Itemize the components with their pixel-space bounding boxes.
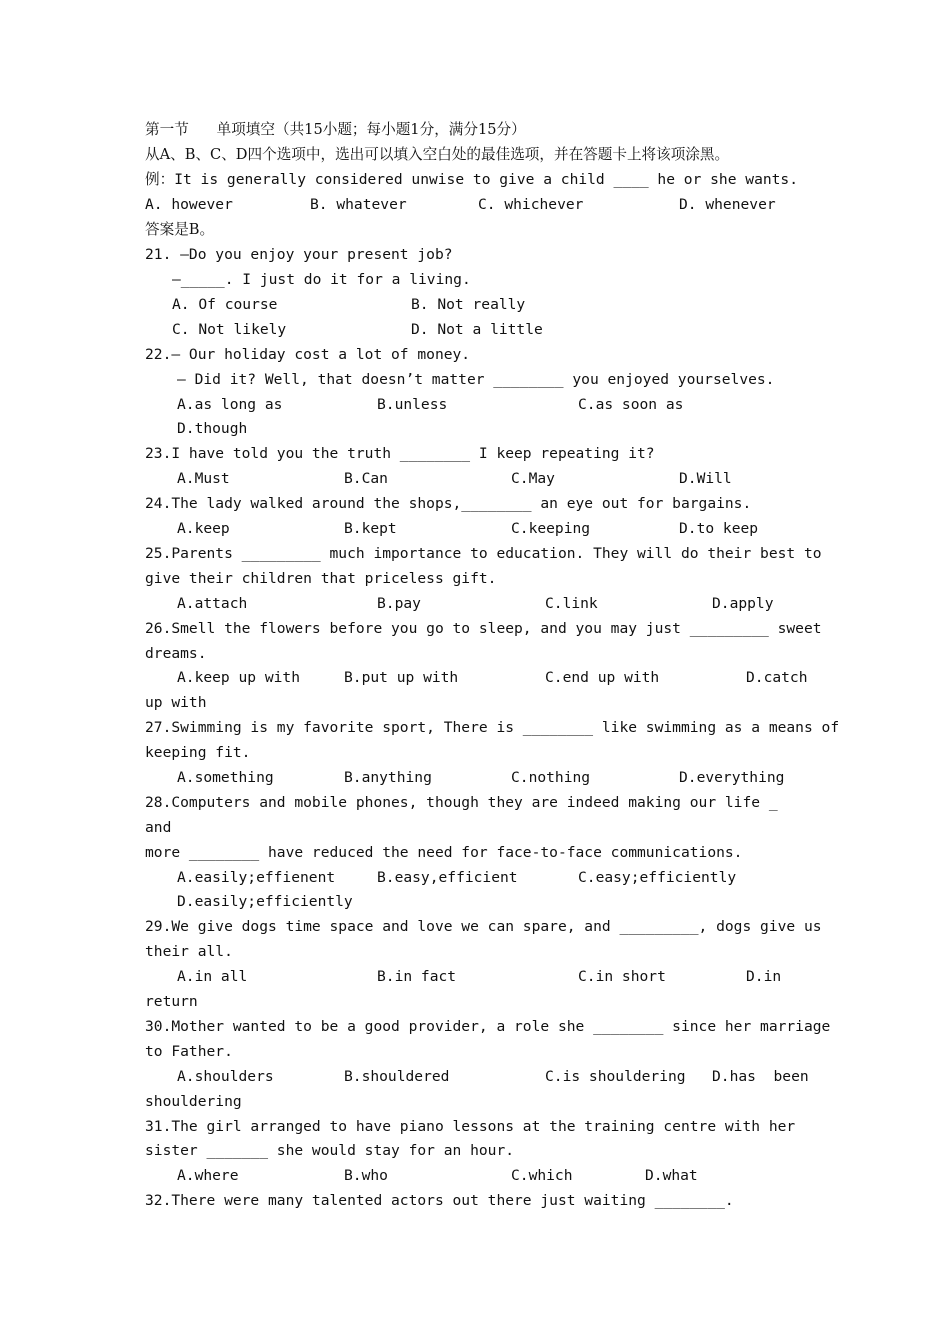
question-24-option-d: D.to keep	[679, 520, 759, 537]
question-23-option-c: C.May	[511, 470, 555, 487]
question-31-line-1: 31.The girl arranged to have piano lessons at the training centre with her	[145, 1118, 796, 1135]
question-26-option-a: A.keep up with	[177, 669, 301, 686]
question-21-line-2: —_____. I just do it for a living.	[172, 271, 471, 288]
question-30-option-c: C.is shouldering	[545, 1068, 686, 1085]
question-22-option-b: B.unless	[377, 396, 448, 413]
question-28-line-1: 28.Computers and mobile phones, though they are indeed making our life _	[145, 794, 778, 811]
question-27-option-b: B.anything	[344, 769, 432, 786]
question-22-option-a: A.as long as	[177, 396, 283, 413]
example-option-b: B. whatever	[310, 196, 407, 213]
question-29-line-1: 29.We give dogs time space and love we can spare, and _________, dogs give us	[145, 918, 822, 935]
question-24-option-a: A.keep	[177, 520, 230, 537]
question-21-option-b: B. Not really	[411, 296, 526, 313]
question-29-option-d-wrap: return	[145, 993, 198, 1010]
question-21-option-c: C. Not likely	[172, 321, 287, 338]
question-23-option-d: D.Will	[679, 470, 732, 487]
example-answer: 答案是B。	[145, 221, 215, 238]
section-title: 第一节 单项填空（共15小题；每小题1分，满分15分）	[145, 121, 526, 138]
question-29-line-2: their all.	[145, 943, 233, 960]
question-25-option-c: C.link	[545, 595, 598, 612]
question-27-line-1: 27.Swimming is my favorite sport, There is ________ like swimming as a means of	[145, 719, 840, 736]
question-30-line-1: 30.Mother wanted to be a good provider, a role she ________ since her marriage	[145, 1018, 831, 1035]
question-25-line-1: 25.Parents _________ much importance to education. They will do their best to	[145, 545, 822, 562]
question-29-option-c: C.in short	[578, 968, 666, 985]
question-22-option-c: C.as soon as	[578, 396, 684, 413]
question-28-option-d: D.easily;efficiently	[177, 893, 353, 910]
question-28-line-2: and	[145, 819, 172, 836]
question-22-option-d: D.though	[177, 420, 248, 437]
question-23-option-a: A.Must	[177, 470, 230, 487]
question-30-option-b: B.shouldered	[344, 1068, 450, 1085]
question-31-option-c: C.which	[511, 1167, 573, 1184]
question-31-option-a: A.where	[177, 1167, 239, 1184]
question-26-option-b: B.put up with	[344, 669, 459, 686]
question-21-option-d: D. Not a little	[411, 321, 543, 338]
question-30-line-2: to Father.	[145, 1043, 233, 1060]
question-22-line-2: — Did it? Well, that doesn’t matter ________ you enjoyed yourselves.	[177, 371, 775, 388]
question-26-line-2: dreams.	[145, 645, 207, 662]
question-26-option-d: D.catch	[746, 669, 808, 686]
question-30-option-a: A.shoulders	[177, 1068, 274, 1085]
question-22-line-1: 22.— Our holiday cost a lot of money.	[145, 346, 471, 363]
question-27-option-c: C.nothing	[511, 769, 591, 786]
question-29-option-d: D.in	[746, 968, 782, 985]
question-26-line-1: 26.Smell the flowers before you go to sleep, and you may just _________ sweet	[145, 620, 822, 637]
example-stem: 例：It is generally considered unwise to give a child ____ he or she wants.	[145, 171, 799, 188]
section-instruction: 从A、B、C、D四个选项中，选出可以填入空白处的最佳选项，并在答题卡上将该项涂黑。	[145, 146, 730, 163]
question-24-option-b: B.kept	[344, 520, 397, 537]
question-29-option-b: B.in fact	[377, 968, 457, 985]
question-21-line-1: 21. —Do you enjoy your present job?	[145, 246, 453, 263]
question-24-option-c: C.keeping	[511, 520, 591, 537]
question-25-line-2: give their children that priceless gift.	[145, 570, 497, 587]
question-28-option-a: A.easily;effienent	[177, 869, 336, 886]
question-31-option-b: B.who	[344, 1167, 388, 1184]
example-option-d: D. whenever	[679, 196, 776, 213]
question-23-line-1: 23.I have told you the truth ________ I keep repeating it?	[145, 445, 655, 462]
question-28-option-b: B.easy,efficient	[377, 869, 518, 886]
question-31-option-d: D.what	[645, 1167, 698, 1184]
question-26-option-d-wrap: up with	[145, 694, 207, 711]
question-28-line-3: more ________ have reduced the need for face-to-face communications.	[145, 844, 743, 861]
question-23-option-b: B.Can	[344, 470, 388, 487]
example-option-a: A. however	[145, 196, 233, 213]
question-31-line-2: sister _______ she would stay for an hour.	[145, 1142, 515, 1159]
question-28-option-c: C.easy;efficiently	[578, 869, 737, 886]
example-option-c: C. whichever	[478, 196, 584, 213]
question-25-option-d: D.apply	[712, 595, 774, 612]
question-30-option-d-wrap: shouldering	[145, 1093, 242, 1110]
question-24-line-1: 24.The lady walked around the shops,________ an eye out for bargains.	[145, 495, 752, 512]
question-25-option-a: A.attach	[177, 595, 248, 612]
question-26-option-c: C.end up with	[545, 669, 660, 686]
question-21-option-a: A. Of course	[172, 296, 278, 313]
question-29-option-a: A.in all	[177, 968, 248, 985]
question-27-option-d: D.everything	[679, 769, 785, 786]
question-27-option-a: A.something	[177, 769, 274, 786]
question-32-line-1: 32.There were many talented actors out there just waiting ________.	[145, 1192, 734, 1209]
question-30-option-d: D.has been	[712, 1068, 809, 1085]
question-27-line-2: keeping fit.	[145, 744, 251, 761]
question-25-option-b: B.pay	[377, 595, 421, 612]
